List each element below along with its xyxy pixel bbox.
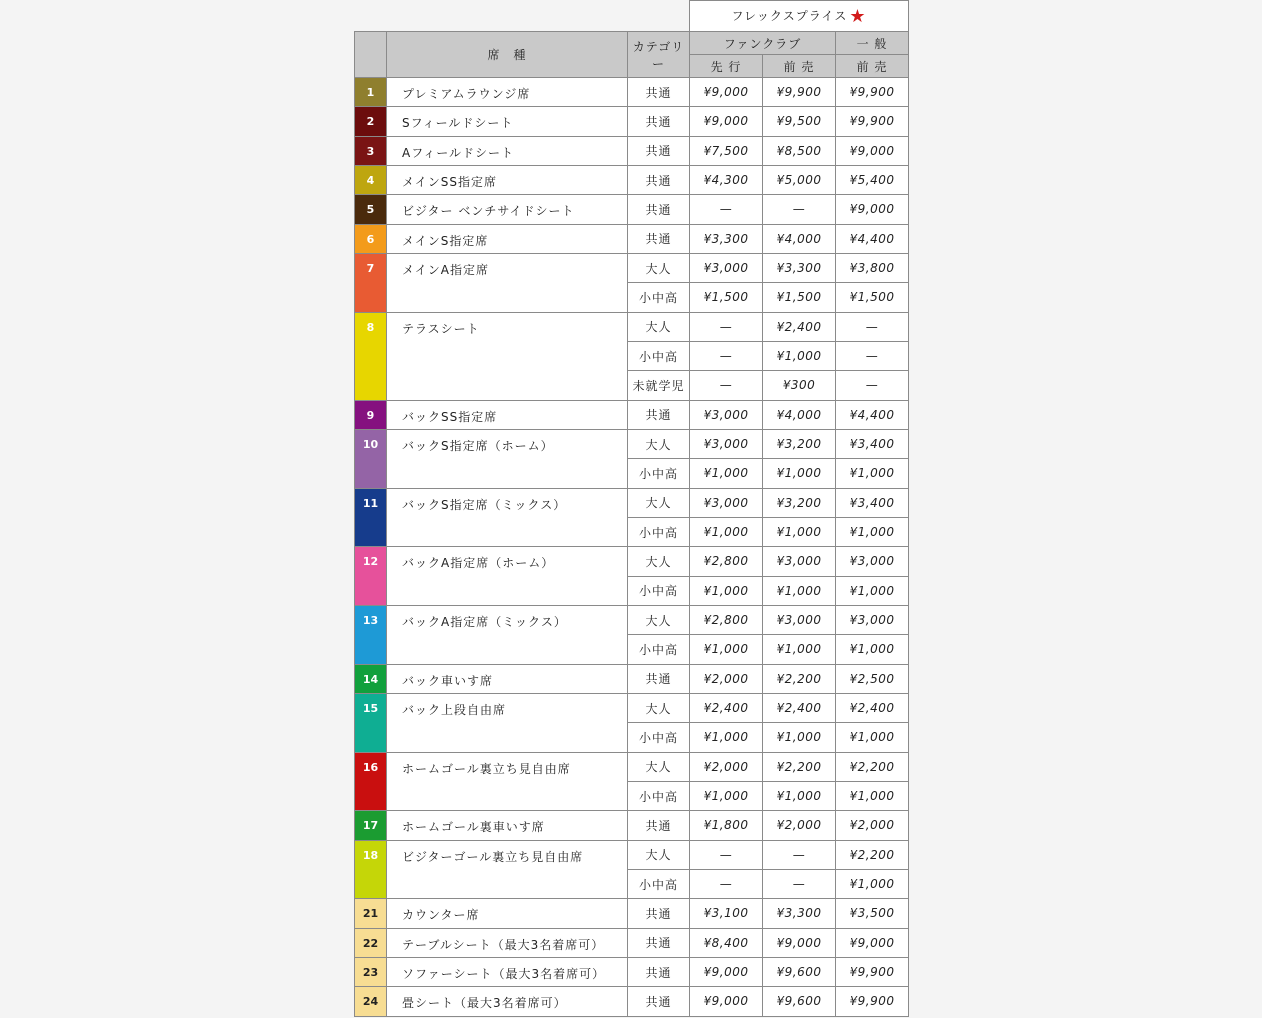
seat-name: テーブルシート（最大3名着席可） (387, 928, 628, 957)
general-maeuri-price: ¥9,000 (836, 195, 909, 224)
seat-number-badge: 3 (355, 136, 387, 165)
table-row (355, 899, 909, 928)
fanclub-maeuri-price: ¥3,200 (763, 429, 836, 458)
seat-number-badge: 15 (355, 693, 387, 752)
table-row (355, 195, 909, 224)
category-cell: 共通 (628, 664, 690, 693)
fanclub-header: ファンクラブ (690, 32, 836, 55)
seat-number-badge: 16 (355, 752, 387, 811)
category-cell: 小中高 (628, 517, 690, 546)
category-cell: 小中高 (628, 635, 690, 664)
general-maeuri-header: 前 売 (836, 55, 909, 78)
fanclub-maeuri-price: — (763, 869, 836, 898)
fanclub-senkou-price: ¥3,000 (690, 429, 763, 458)
fanclub-senkou-header: 先 行 (690, 55, 763, 78)
seat-number-badge: 14 (355, 664, 387, 693)
general-maeuri-price: ¥3,400 (836, 488, 909, 517)
category-cell: 共通 (628, 987, 690, 1016)
price-table-container (354, 0, 909, 1017)
table-header (355, 1, 909, 78)
fanclub-senkou-price: ¥1,000 (690, 723, 763, 752)
category-cell: 大人 (628, 488, 690, 517)
table-row (355, 840, 909, 869)
category-header: カテゴリー (628, 32, 690, 78)
general-maeuri-price: ¥1,000 (836, 459, 909, 488)
seat-name: メインS指定席 (387, 224, 628, 253)
category-cell: 大人 (628, 253, 690, 282)
table-row (355, 165, 909, 194)
general-maeuri-price: ¥2,200 (836, 752, 909, 781)
category-cell: 未就学児 (628, 371, 690, 400)
seat-number-badge: 10 (355, 429, 387, 488)
fanclub-senkou-price: ¥9,000 (690, 957, 763, 986)
seat-name: プレミアムラウンジ席 (387, 78, 628, 107)
fanclub-senkou-price: ¥4,300 (690, 165, 763, 194)
fanclub-maeuri-price: ¥9,600 (763, 957, 836, 986)
general-maeuri-price: ¥1,500 (836, 283, 909, 312)
fanclub-senkou-price: ¥1,800 (690, 811, 763, 840)
seat-number-badge: 6 (355, 224, 387, 253)
fanclub-maeuri-price: ¥1,500 (763, 283, 836, 312)
fanclub-senkou-price: — (690, 341, 763, 370)
table-row (355, 107, 909, 136)
fanclub-maeuri-price: ¥3,000 (763, 547, 836, 576)
flex-price-label: フレックスプライス (731, 8, 848, 23)
fanclub-maeuri-price: ¥3,000 (763, 605, 836, 634)
fanclub-senkou-price: ¥3,300 (690, 224, 763, 253)
general-maeuri-price: ¥9,900 (836, 107, 909, 136)
seat-name: メインA指定席 (387, 253, 628, 312)
fanclub-maeuri-price: ¥300 (763, 371, 836, 400)
seat-name: バック車いす席 (387, 664, 628, 693)
fanclub-senkou-price: — (690, 195, 763, 224)
fanclub-senkou-price: ¥2,800 (690, 605, 763, 634)
fanclub-senkou-price: ¥1,500 (690, 283, 763, 312)
general-maeuri-price: ¥9,900 (836, 987, 909, 1016)
fanclub-maeuri-price: ¥1,000 (763, 635, 836, 664)
table-row (355, 312, 909, 341)
general-maeuri-price: ¥2,000 (836, 811, 909, 840)
header-spacer (355, 1, 690, 32)
category-cell: 共通 (628, 400, 690, 429)
fanclub-maeuri-price: ¥2,400 (763, 693, 836, 722)
seat-name: 畳シート（最大3名着席可） (387, 987, 628, 1016)
fanclub-senkou-price: ¥1,000 (690, 576, 763, 605)
category-cell: 大人 (628, 752, 690, 781)
fanclub-maeuri-price: ¥1,000 (763, 459, 836, 488)
general-maeuri-price: ¥9,900 (836, 78, 909, 107)
general-maeuri-price: ¥3,500 (836, 899, 909, 928)
general-maeuri-price: ¥4,400 (836, 224, 909, 253)
category-cell: 大人 (628, 840, 690, 869)
category-cell: 共通 (628, 107, 690, 136)
fanclub-maeuri-price: ¥1,000 (763, 781, 836, 810)
fanclub-maeuri-price: ¥1,000 (763, 576, 836, 605)
seat-number-badge: 21 (355, 899, 387, 928)
seat-number-badge: 18 (355, 840, 387, 899)
fanclub-maeuri-price: ¥2,200 (763, 752, 836, 781)
table-row (355, 547, 909, 576)
fanclub-senkou-price: ¥1,000 (690, 517, 763, 546)
fanclub-senkou-price: ¥1,000 (690, 781, 763, 810)
table-row (355, 811, 909, 840)
general-maeuri-price: ¥9,000 (836, 136, 909, 165)
category-cell: 大人 (628, 429, 690, 458)
category-cell: 共通 (628, 165, 690, 194)
general-maeuri-price: — (836, 312, 909, 341)
table-row (355, 957, 909, 986)
seat-number-badge: 4 (355, 165, 387, 194)
seat-name: バック上段自由席 (387, 693, 628, 752)
seat-name: バックA指定席（ホーム） (387, 547, 628, 606)
general-maeuri-price: ¥3,400 (836, 429, 909, 458)
price-table (354, 0, 909, 1017)
category-cell: 共通 (628, 136, 690, 165)
category-cell: 小中高 (628, 781, 690, 810)
fanclub-senkou-price: ¥1,000 (690, 459, 763, 488)
category-cell: 共通 (628, 928, 690, 957)
fanclub-senkou-price: ¥9,000 (690, 987, 763, 1016)
table-row (355, 752, 909, 781)
category-cell: 小中高 (628, 723, 690, 752)
seat-number-badge: 5 (355, 195, 387, 224)
fanclub-maeuri-header: 前 売 (763, 55, 836, 78)
table-row (355, 693, 909, 722)
seat-number-badge: 12 (355, 547, 387, 606)
fanclub-maeuri-price: ¥3,200 (763, 488, 836, 517)
fanclub-senkou-price: ¥1,000 (690, 635, 763, 664)
table-body (355, 78, 909, 1017)
general-maeuri-price: ¥1,000 (836, 723, 909, 752)
seat-number-badge: 7 (355, 253, 387, 312)
fanclub-senkou-price: ¥3,000 (690, 488, 763, 517)
flex-price-header (690, 1, 909, 32)
table-row (355, 987, 909, 1016)
fanclub-maeuri-price: ¥4,000 (763, 400, 836, 429)
seat-number-badge: 23 (355, 957, 387, 986)
fanclub-maeuri-price: ¥9,000 (763, 928, 836, 957)
fanclub-maeuri-price: ¥1,000 (763, 723, 836, 752)
category-cell: 共通 (628, 811, 690, 840)
fanclub-senkou-price: — (690, 869, 763, 898)
general-maeuri-price: ¥4,400 (836, 400, 909, 429)
category-cell: 共通 (628, 78, 690, 107)
category-cell: 小中高 (628, 459, 690, 488)
fanclub-senkou-price: ¥2,000 (690, 752, 763, 781)
fanclub-maeuri-price: ¥5,000 (763, 165, 836, 194)
fanclub-senkou-price: ¥2,000 (690, 664, 763, 693)
seat-number-badge: 11 (355, 488, 387, 547)
general-maeuri-price: ¥2,500 (836, 664, 909, 693)
general-maeuri-price: ¥2,400 (836, 693, 909, 722)
seat-name: カウンター席 (387, 899, 628, 928)
table-row (355, 488, 909, 517)
table-row (355, 928, 909, 957)
category-cell: 共通 (628, 224, 690, 253)
fanclub-senkou-price: ¥8,400 (690, 928, 763, 957)
table-row (355, 429, 909, 458)
seat-name: ソファーシート（最大3名着席可） (387, 957, 628, 986)
category-cell: 小中高 (628, 576, 690, 605)
category-cell: 共通 (628, 899, 690, 928)
fanclub-maeuri-price: ¥3,300 (763, 899, 836, 928)
fanclub-maeuri-price: ¥3,300 (763, 253, 836, 282)
fanclub-senkou-price: ¥3,100 (690, 899, 763, 928)
seat-name: Sフィールドシート (387, 107, 628, 136)
table-row (355, 400, 909, 429)
category-cell: 大人 (628, 312, 690, 341)
fanclub-senkou-price: ¥3,000 (690, 253, 763, 282)
fanclub-senkou-price: — (690, 840, 763, 869)
seat-name: ビジターゴール裏立ち見自由席 (387, 840, 628, 899)
fanclub-maeuri-price: ¥9,900 (763, 78, 836, 107)
general-maeuri-price: — (836, 371, 909, 400)
seat-name: ホームゴール裏立ち見自由席 (387, 752, 628, 811)
fanclub-maeuri-price: ¥1,000 (763, 341, 836, 370)
fanclub-maeuri-price: ¥2,200 (763, 664, 836, 693)
table-row (355, 605, 909, 634)
seat-number-badge: 24 (355, 987, 387, 1016)
general-maeuri-price: — (836, 341, 909, 370)
seat-name: バックA指定席（ミックス） (387, 605, 628, 664)
category-cell: 小中高 (628, 341, 690, 370)
seat-name: ビジター ベンチサイドシート (387, 195, 628, 224)
seat-number-badge: 8 (355, 312, 387, 400)
category-cell: 共通 (628, 195, 690, 224)
seat-name: Aフィールドシート (387, 136, 628, 165)
general-maeuri-price: ¥1,000 (836, 517, 909, 546)
category-cell: 大人 (628, 547, 690, 576)
fanclub-maeuri-price: ¥9,500 (763, 107, 836, 136)
fanclub-senkou-price: ¥2,800 (690, 547, 763, 576)
general-maeuri-price: ¥2,200 (836, 840, 909, 869)
fanclub-senkou-price: — (690, 312, 763, 341)
seat-number-badge: 2 (355, 107, 387, 136)
general-maeuri-price: ¥1,000 (836, 781, 909, 810)
general-header: 一 般 (836, 32, 909, 55)
category-cell: 小中高 (628, 869, 690, 898)
seat-name: テラスシート (387, 312, 628, 400)
category-cell: 大人 (628, 605, 690, 634)
category-cell: 小中高 (628, 283, 690, 312)
general-maeuri-price: ¥1,000 (836, 869, 909, 898)
seat-number-badge: 13 (355, 605, 387, 664)
general-maeuri-price: ¥3,000 (836, 605, 909, 634)
seat-number-badge: 1 (355, 78, 387, 107)
fanclub-senkou-price: — (690, 371, 763, 400)
number-header (355, 32, 387, 78)
fanclub-senkou-price: ¥3,000 (690, 400, 763, 429)
general-maeuri-price: ¥9,900 (836, 957, 909, 986)
general-maeuri-price: ¥5,400 (836, 165, 909, 194)
star-icon: ★ (849, 5, 867, 27)
fanclub-maeuri-price: — (763, 840, 836, 869)
category-cell: 共通 (628, 957, 690, 986)
table-row (355, 224, 909, 253)
seat-name: バックS指定席（ミックス） (387, 488, 628, 547)
seat-name: バックS指定席（ホーム） (387, 429, 628, 488)
fanclub-maeuri-price: ¥8,500 (763, 136, 836, 165)
seat-name: メインSS指定席 (387, 165, 628, 194)
fanclub-senkou-price: ¥2,400 (690, 693, 763, 722)
table-row (355, 253, 909, 282)
fanclub-senkou-price: ¥7,500 (690, 136, 763, 165)
seat-name: バックSS指定席 (387, 400, 628, 429)
seat-type-header: 席 種 (387, 32, 628, 78)
general-maeuri-price: ¥1,000 (836, 576, 909, 605)
table-row (355, 78, 909, 107)
fanclub-maeuri-price: ¥4,000 (763, 224, 836, 253)
fanclub-maeuri-price: — (763, 195, 836, 224)
fanclub-maeuri-price: ¥9,600 (763, 987, 836, 1016)
seat-name: ホームゴール裏車いす席 (387, 811, 628, 840)
category-cell: 大人 (628, 693, 690, 722)
fanclub-maeuri-price: ¥2,000 (763, 811, 836, 840)
fanclub-maeuri-price: ¥2,400 (763, 312, 836, 341)
fanclub-maeuri-price: ¥1,000 (763, 517, 836, 546)
fanclub-senkou-price: ¥9,000 (690, 78, 763, 107)
seat-number-badge: 17 (355, 811, 387, 840)
seat-number-badge: 9 (355, 400, 387, 429)
table-row (355, 136, 909, 165)
fanclub-senkou-price: ¥9,000 (690, 107, 763, 136)
general-maeuri-price: ¥1,000 (836, 635, 909, 664)
general-maeuri-price: ¥3,800 (836, 253, 909, 282)
general-maeuri-price: ¥9,000 (836, 928, 909, 957)
seat-number-badge: 22 (355, 928, 387, 957)
general-maeuri-price: ¥3,000 (836, 547, 909, 576)
table-row (355, 664, 909, 693)
